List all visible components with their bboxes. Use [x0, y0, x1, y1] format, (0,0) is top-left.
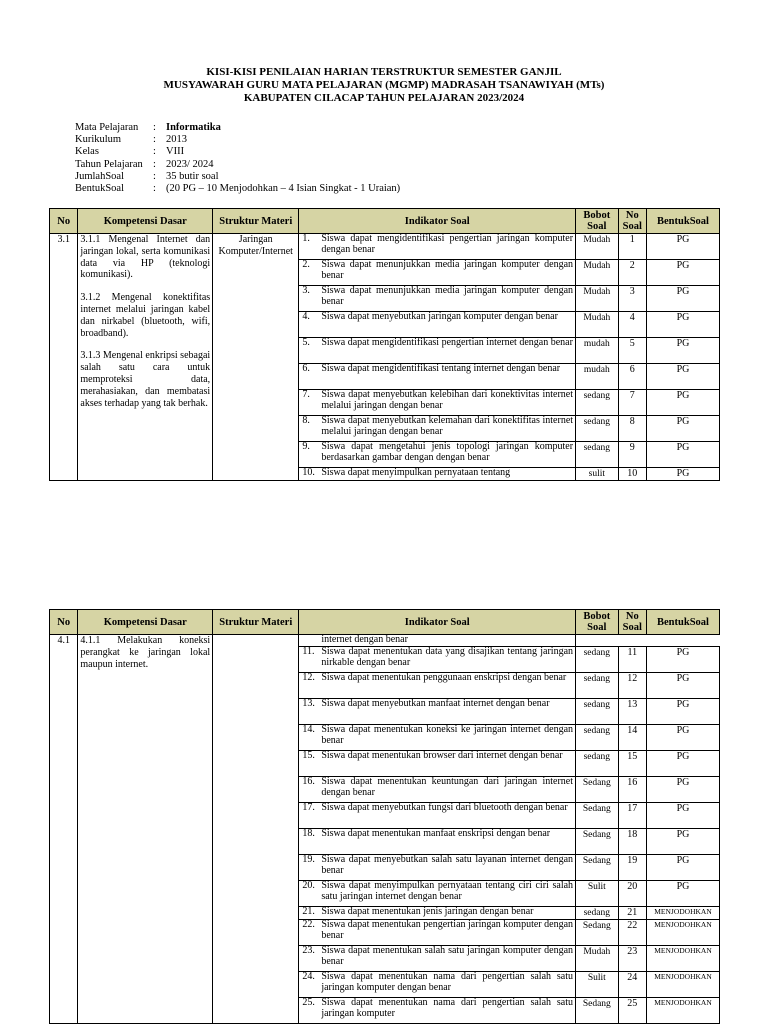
indicator-text: Siswa dapat menentukan pengertian jaringan komputer dengan benar — [321, 919, 574, 941]
info-value: 2023/ 2024 — [166, 158, 214, 170]
bobot-cell: sedang — [576, 442, 619, 468]
document-title — [0, 66, 768, 105]
indicator-cell — [299, 907, 576, 920]
indicator-cell — [299, 468, 576, 481]
indicator-number: 3. — [302, 285, 310, 296]
no-soal-cell: 8 — [618, 416, 646, 442]
indicator-cell — [299, 390, 576, 416]
bobot-cell: Sedang — [576, 829, 619, 855]
title-line-2: MUSYAWARAH GURU MATA PELAJARAN (MGMP) MADRASAH TSANAWIYAH (MTs) — [163, 79, 605, 91]
indicator-content — [302, 260, 573, 281]
info-row — [75, 134, 400, 146]
indicator-number: 6. — [302, 363, 310, 374]
no-soal-cell: 11 — [618, 647, 646, 673]
empty-cell — [646, 635, 719, 647]
info-row — [75, 171, 400, 183]
info-row — [75, 159, 400, 171]
indicator-text: Siswa dapat menunjukkan media jaringan komputer dengan benar — [321, 259, 574, 281]
indicator-cell — [299, 286, 576, 312]
indicator-content — [302, 647, 573, 668]
indicator-content — [302, 829, 573, 840]
bobot-cell: mudah — [576, 338, 619, 364]
no-soal-cell: 13 — [618, 699, 646, 725]
indicator-cell — [299, 699, 576, 725]
bobot-cell: Sedang — [576, 777, 619, 803]
indicator-cell — [299, 751, 576, 777]
header-indikator-soal: Indikator Soal — [299, 209, 576, 234]
indicator-content — [302, 468, 573, 479]
indicator-text: Siswa dapat menentukan keuntungan dari jaringan internet dengan benar — [321, 776, 574, 798]
indicator-cell — [299, 416, 576, 442]
indicator-content — [302, 442, 573, 463]
indicator-text: Siswa dapat mengidentifikasi pengertian jaringan komputer dengan benar — [321, 233, 574, 255]
indicator-text: Siswa dapat menyebutkan fungsi dari bluetooth dengan benar — [321, 802, 568, 813]
info-label: BentukSoal — [75, 182, 124, 194]
indicator-content — [302, 920, 573, 941]
indicator-text: Siswa dapat menyebutkan manfaat internet dengan benar — [321, 698, 550, 709]
no-soal-cell: 22 — [618, 920, 646, 946]
indicator-cell — [299, 998, 576, 1024]
bobot-cell: Mudah — [576, 312, 619, 338]
bobot-cell: sedang — [576, 725, 619, 751]
indicator-content — [302, 338, 573, 349]
indicator-text: Siswa dapat menentukan browser dari internet dengan benar — [321, 750, 563, 761]
bobot-cell: sedang — [576, 751, 619, 777]
kisi-table-1 — [49, 208, 720, 481]
indicator-number: 8. — [302, 415, 310, 426]
indicator-text: Siswa dapat mengidentifikasi tentang internet dengan benar — [321, 363, 561, 374]
indicator-content — [302, 312, 573, 323]
bobot-cell: Sedang — [576, 803, 619, 829]
header-bobot-soal: Bobot Soal — [576, 209, 619, 234]
info-label: Kelas — [75, 146, 99, 158]
table-row — [50, 635, 720, 647]
bentuk-soal-cell: MENJODOHKAN — [646, 907, 719, 920]
indicator-number: 21. — [302, 906, 315, 917]
bentuk-soal-cell: PG — [646, 416, 719, 442]
indicator-text: Siswa dapat menentukan jenis jaringan dengan benar — [321, 906, 534, 917]
no-soal-cell: 25 — [618, 998, 646, 1024]
indicator-content — [302, 699, 573, 710]
indicator-content — [302, 416, 573, 437]
indicator-number: 16. — [302, 776, 315, 787]
indicator-content — [302, 673, 573, 684]
bentuk-soal-cell: PG — [646, 286, 719, 312]
indicator-cell — [299, 673, 576, 699]
indicator-content — [302, 751, 573, 762]
info-label: Kurikulum — [75, 134, 122, 146]
info-value: VIII — [166, 146, 185, 158]
indicator-text: Siswa dapat mengidentifikasi pengertian internet dengan benar — [321, 337, 573, 348]
indicator-number: 22. — [302, 919, 315, 930]
bobot-cell: Mudah — [576, 946, 619, 972]
indicator-content — [302, 234, 573, 255]
bobot-cell: Mudah — [576, 286, 619, 312]
bentuk-soal-cell: MENJODOHKAN — [646, 972, 719, 998]
title-line-3: KABUPATEN CILACAP TAHUN PELAJARAN 2023/2024 — [243, 92, 525, 104]
indicator-number: 23. — [302, 945, 315, 956]
bentuk-soal-cell: PG — [646, 338, 719, 364]
info-colon: : — [153, 170, 156, 182]
header-kompetensi-dasar: Kompetensi Dasar — [78, 610, 213, 635]
no-soal-cell: 23 — [618, 946, 646, 972]
indicator-text: Siswa dapat menentukan manfaat enskripsi dengan benar — [321, 828, 551, 839]
bobot-cell: Mudah — [576, 234, 619, 260]
kisi-table-2 — [49, 609, 720, 1024]
no-soal-cell: 19 — [618, 855, 646, 881]
info-colon: : — [153, 134, 156, 146]
indicator-number: 11. — [302, 646, 315, 657]
indicator-number: 15. — [302, 750, 315, 761]
indicator-content — [302, 725, 573, 746]
indicator-number: 18. — [302, 828, 315, 839]
bentuk-soal-cell: MENJODOHKAN — [646, 998, 719, 1024]
bentuk-soal-cell: PG — [646, 260, 719, 286]
no-soal-cell: 16 — [618, 777, 646, 803]
indicator-text: Siswa dapat menyebutkan jaringan komputer dengan benar — [321, 311, 558, 322]
indicator-number: 9. — [302, 441, 310, 452]
header-bentuk-soal: BentukSoal — [646, 209, 719, 234]
indicator-continuation — [299, 635, 576, 647]
kompetensi-dasar-cell — [78, 234, 213, 481]
header-no: No — [50, 209, 78, 234]
indicator-text: Siswa dapat menyebutkan kelebihan dari konektivitas internet melalui jaringan dengan benar — [321, 389, 574, 411]
bobot-cell: sedang — [576, 390, 619, 416]
info-value: Informatika — [166, 122, 221, 133]
no-soal-cell: 9 — [618, 442, 646, 468]
info-label: Tahun Pelajaran — [75, 158, 143, 170]
info-row — [75, 183, 400, 195]
header-kompetensi-dasar: Kompetensi Dasar — [78, 209, 213, 234]
info-colon: : — [153, 158, 156, 170]
bobot-cell: Sedang — [576, 920, 619, 946]
indicator-text: Siswa dapat menyimpulkan pernyataan tentang — [321, 467, 511, 478]
kd-number-cell: 4.1 — [50, 635, 78, 1024]
info-label: JumlahSoal — [75, 170, 124, 182]
indicator-text: Siswa dapat menentukan salah satu jaringan komputer dengan benar — [321, 945, 574, 967]
bentuk-soal-cell: PG — [646, 855, 719, 881]
no-soal-cell: 20 — [618, 881, 646, 907]
indicator-number: 14. — [302, 724, 315, 735]
indicator-text: Siswa dapat menentukan nama dari pengertian salah satu jaringan komputer dengan benar — [321, 971, 574, 993]
bobot-cell: sedang — [576, 907, 619, 920]
indicator-cell — [299, 725, 576, 751]
indicator-number: 4. — [302, 311, 310, 322]
indicator-cell — [299, 946, 576, 972]
indicator-number: 2. — [302, 259, 310, 270]
empty-cell — [576, 635, 619, 647]
indicator-text: Siswa dapat menyebutkan kelemahan dari konektifitas internet melalui jaringan dengan benar — [321, 415, 574, 437]
indicator-cell — [299, 442, 576, 468]
kompetensi-dasar-item: 3.1.1 Mengenal Internet dan jaringan lokal, serta komunikasi data via HP (teknologi komunikasi). — [80, 234, 211, 281]
info-row — [75, 146, 400, 158]
bobot-cell: mudah — [576, 364, 619, 390]
bentuk-soal-cell: PG — [646, 673, 719, 699]
indicator-number: 24. — [302, 971, 315, 982]
info-value: (20 PG – 10 Menjodohkan – 4 Isian Singkat - 1 Uraian) — [166, 182, 401, 194]
bobot-cell: Sedang — [576, 998, 619, 1024]
kd-number-cell: 3.1 — [50, 234, 78, 481]
header-struktur-materi: Struktur Materi — [213, 209, 299, 234]
indicator-content — [302, 635, 573, 646]
indicator-content — [302, 946, 573, 967]
no-soal-cell: 10 — [618, 468, 646, 481]
bobot-cell: sedang — [576, 647, 619, 673]
indicator-cell — [299, 260, 576, 286]
indicator-content — [302, 855, 573, 876]
bobot-cell: sulit — [576, 468, 619, 481]
no-soal-cell: 5 — [618, 338, 646, 364]
info-colon: : — [153, 146, 156, 158]
no-soal-cell: 4 — [618, 312, 646, 338]
struktur-materi-cell — [213, 635, 299, 1024]
no-soal-cell: 12 — [618, 673, 646, 699]
kompetensi-dasar-item: 3.1.3 Mengenal enkripsi sebagai salah satu cara untuk memproteksi data, merahasiakan, dan membatasi akses terhadap yang tak berhak. — [80, 350, 211, 409]
indicator-cell — [299, 803, 576, 829]
indicator-cell — [299, 855, 576, 881]
indicator-content — [302, 972, 573, 993]
indicator-text: Siswa dapat menyebutkan salah satu layanan internet dengan benar — [321, 854, 574, 876]
indicator-cell — [299, 920, 576, 946]
indicator-number: 5. — [302, 337, 310, 348]
bentuk-soal-cell: PG — [646, 647, 719, 673]
bentuk-soal-cell: PG — [646, 364, 719, 390]
indicator-cell — [299, 647, 576, 673]
bentuk-soal-cell: PG — [646, 234, 719, 260]
indicator-number: 12. — [302, 672, 315, 683]
no-soal-cell: 15 — [618, 751, 646, 777]
no-soal-cell: 14 — [618, 725, 646, 751]
bobot-cell: sedang — [576, 673, 619, 699]
indicator-cell — [299, 364, 576, 390]
bentuk-soal-cell: MENJODOHKAN — [646, 946, 719, 972]
bobot-cell: Sulit — [576, 881, 619, 907]
bobot-cell: Sulit — [576, 972, 619, 998]
indicator-number: 1. — [302, 233, 310, 244]
bentuk-soal-cell: PG — [646, 442, 719, 468]
info-row — [75, 122, 400, 134]
title-line-1: KISI-KISI PENILAIAN HARIAN TERSTRUKTUR SEMESTER GANJIL — [206, 66, 562, 78]
bobot-cell: Sedang — [576, 855, 619, 881]
indicator-text: Siswa dapat menentukan data yang disajikan tentang jaringan nirkable dengan benar — [321, 646, 574, 668]
indicator-content — [302, 907, 573, 918]
header-bobot-soal: Bobot Soal — [576, 610, 619, 635]
subject-info — [75, 122, 400, 195]
bentuk-soal-cell: PG — [646, 829, 719, 855]
bobot-cell: sedang — [576, 699, 619, 725]
bentuk-soal-cell: PG — [646, 699, 719, 725]
indicator-cell — [299, 312, 576, 338]
no-soal-cell: 21 — [618, 907, 646, 920]
indicator-content — [302, 390, 573, 411]
header-indikator-soal: Indikator Soal — [299, 610, 576, 635]
indicator-number: 7. — [302, 389, 310, 400]
bentuk-soal-cell: PG — [646, 390, 719, 416]
bentuk-soal-cell: PG — [646, 312, 719, 338]
indicator-number: 19. — [302, 854, 315, 865]
info-label: Mata Pelajaran — [75, 122, 139, 133]
bentuk-soal-cell: PG — [646, 725, 719, 751]
bentuk-soal-cell: PG — [646, 468, 719, 481]
indicator-content — [302, 364, 573, 375]
header-no-soal: No Soal — [618, 209, 646, 234]
bentuk-soal-cell: PG — [646, 751, 719, 777]
header-no-soal: No Soal — [618, 610, 646, 635]
indicator-cell — [299, 972, 576, 998]
no-soal-cell: 3 — [618, 286, 646, 312]
header-no: No — [50, 610, 78, 635]
bentuk-soal-cell: MENJODOHKAN — [646, 920, 719, 946]
bobot-cell: Mudah — [576, 260, 619, 286]
indicator-number: 17. — [302, 802, 315, 813]
no-soal-cell: 17 — [618, 803, 646, 829]
bobot-cell: sedang — [576, 416, 619, 442]
no-soal-cell: 7 — [618, 390, 646, 416]
no-soal-cell: 6 — [618, 364, 646, 390]
struktur-materi-cell: Jaringan Komputer/Internet — [213, 234, 299, 481]
indicator-content — [302, 803, 573, 814]
indicator-number — [302, 635, 321, 646]
indicator-cell — [299, 777, 576, 803]
indicator-number: 10. — [302, 467, 315, 478]
indicator-content — [302, 286, 573, 307]
info-colon: : — [153, 182, 156, 194]
indicator-number: 25. — [302, 997, 315, 1008]
indicator-text: internet dengan benar — [321, 634, 408, 645]
header-struktur-materi: Struktur Materi — [213, 610, 299, 635]
indicator-text: Siswa dapat menentukan nama dari pengertian salah satu jaringan komputer — [321, 997, 574, 1019]
bentuk-soal-cell: PG — [646, 777, 719, 803]
indicator-cell — [299, 338, 576, 364]
info-value: 2013 — [166, 134, 187, 146]
no-soal-cell: 18 — [618, 829, 646, 855]
indicator-content — [302, 998, 573, 1019]
bentuk-soal-cell: PG — [646, 881, 719, 907]
table-header-row — [50, 610, 720, 635]
no-soal-cell: 24 — [618, 972, 646, 998]
indicator-cell — [299, 881, 576, 907]
table-row — [50, 234, 720, 260]
no-soal-cell: 2 — [618, 260, 646, 286]
indicator-content — [302, 881, 573, 902]
indicator-number: 20. — [302, 880, 315, 891]
indicator-text: Siswa dapat menunjukkan media jaringan komputer dengan benar — [321, 285, 574, 307]
indicator-text: Siswa dapat menentukan koneksi ke jaringan internet dengan benar — [321, 724, 574, 746]
empty-cell — [618, 635, 646, 647]
bentuk-soal-cell: PG — [646, 803, 719, 829]
indicator-cell — [299, 829, 576, 855]
indicator-number: 13. — [302, 698, 315, 709]
indicator-text: Siswa dapat menyimpulkan pernyataan tentang ciri ciri salah satu jaringan internet dengan benar — [321, 880, 574, 902]
indicator-cell — [299, 234, 576, 260]
indicator-content — [302, 777, 573, 798]
table-header-row — [50, 209, 720, 234]
kompetensi-dasar-cell: 4.1.1 Melakukan koneksi perangkat ke jaringan lokal maupun internet. — [78, 635, 213, 1024]
info-colon: : — [153, 122, 156, 133]
header-bentuk-soal: BentukSoal — [646, 610, 719, 635]
indicator-text: Siswa dapat mengetahui jenis topologi jaringan komputer berdasarkan gambar dengan dengan benar — [321, 441, 574, 463]
indicator-text: Siswa dapat menentukan penggunaan enskripsi dengan benar — [321, 672, 567, 683]
info-value: 35 butir soal — [166, 170, 219, 182]
no-soal-cell: 1 — [618, 234, 646, 260]
kompetensi-dasar-item: 3.1.2 Mengenal konektifitas internet melalui jaringan kabel dan nirkabel (bluetooth, wifi, broadband). — [80, 292, 211, 339]
